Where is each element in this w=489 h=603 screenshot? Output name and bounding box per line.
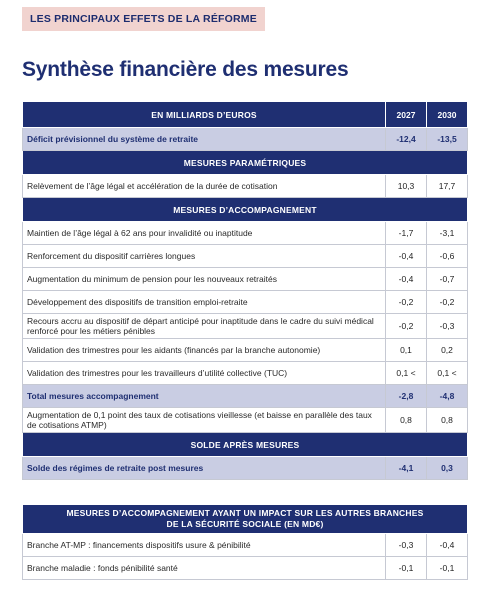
section-tag: LES PRINCIPAUX EFFETS DE LA RÉFORME [22,7,265,31]
value-2030: -0,7 [427,268,468,291]
value-2030: -0,3 [427,314,468,339]
balance-row [23,457,468,480]
row-label: Augmentation du minimum de pension pour les nouveaux retraités [23,268,386,291]
row-label: Relèvement de l’âge légal et accélération de la durée de cotisation [23,175,386,198]
section-title: SOLDE APRÈS MESURES [23,433,468,457]
deficit-row [23,128,468,151]
value-2027: 0,1 < [386,362,427,385]
value-2030: 0,2 [427,339,468,362]
value-2027: -1,7 [386,222,427,245]
value-2027: -0,3 [386,534,427,557]
page-title: Synthèse financière des mesures [22,58,349,81]
table-row [23,362,468,385]
year-2027-header: 2027 [386,102,427,128]
spacer-row [23,480,468,505]
table-header-row [23,102,468,128]
value-2030: -0,4 [427,534,468,557]
table-row [23,245,468,268]
table-row [23,175,468,198]
row-label: Renforcement du dispositif carrières longues [23,245,386,268]
value-2027: -2,8 [386,385,427,408]
value-2030: -0,2 [427,291,468,314]
section-title [23,505,468,534]
table-row [23,534,468,557]
value-2027: -0,2 [386,314,427,339]
total-row [23,385,468,408]
row-label: Validation des trimestres pour les travailleurs d’utilité collective (TUC) [23,362,386,385]
row-label: Déficit prévisionnel du système de retraite [23,128,386,151]
value-2030: 0,1 < [427,362,468,385]
value-2030: -4,8 [427,385,468,408]
value-2027: -0,4 [386,245,427,268]
row-label: Recours accru au dispositif de départ anticipé pour inaptitude dans le cadre du suivi médical renforcé pour les métiers pénibles [23,314,386,339]
table-row [23,408,468,433]
section-header-parametric [23,151,468,175]
year-2030-header: 2030 [427,102,468,128]
value-2027: -0,4 [386,268,427,291]
row-label: Validation des trimestres pour les aidants (financés par la branche autonomie) [23,339,386,362]
value-2027: 0,8 [386,408,427,433]
value-2027: -0,2 [386,291,427,314]
row-label: Total mesures accompagnement [23,385,386,408]
table-row [23,291,468,314]
value-2030: -3,1 [427,222,468,245]
value-2027: -12,4 [386,128,427,151]
section-title-line: DE LA SÉCURITÉ SOCIALE (EN MD€) [166,519,324,529]
section-header-balance [23,433,468,457]
value-2027: -4,1 [386,457,427,480]
value-2030: 0,8 [427,408,468,433]
section-header-accompaniment [23,198,468,222]
table-row [23,314,468,339]
value-2030: -0,6 [427,245,468,268]
value-2027: 0,1 [386,339,427,362]
value-2027: 10,3 [386,175,427,198]
value-2027: -0,1 [386,557,427,580]
value-2030: -13,5 [427,128,468,151]
section-title-line: MESURES D’ACCOMPAGNEMENT AYANT UN IMPACT SUR LES AUTRES BRANCHES [66,508,424,518]
row-label: Maintien de l’âge légal à 62 ans pour invalidité ou inaptitude [23,222,386,245]
table-row [23,268,468,291]
section-header-other-branches [23,505,468,534]
table-row [23,222,468,245]
row-label: Augmentation de 0,1 point des taux de cotisations vieillesse (et baisse en parallèle des taux de cotisations ATMP) [23,408,386,433]
unit-header: EN MILLIARDS D’EUROS [23,102,386,128]
value-2030: -0,1 [427,557,468,580]
section-title: MESURES D’ACCOMPAGNEMENT [23,198,468,222]
value-2030: 17,7 [427,175,468,198]
row-label: Branche AT-MP : financements dispositifs usure & pénibilité [23,534,386,557]
financial-summary-table [22,101,468,580]
table-row [23,557,468,580]
row-label: Solde des régimes de retraite post mesures [23,457,386,480]
row-label: Branche maladie : fonds pénibilité santé [23,557,386,580]
table-row [23,339,468,362]
value-2030: 0,3 [427,457,468,480]
row-label: Développement des dispositifs de transition emploi-retraite [23,291,386,314]
section-title: MESURES PARAMÉTRIQUES [23,151,468,175]
